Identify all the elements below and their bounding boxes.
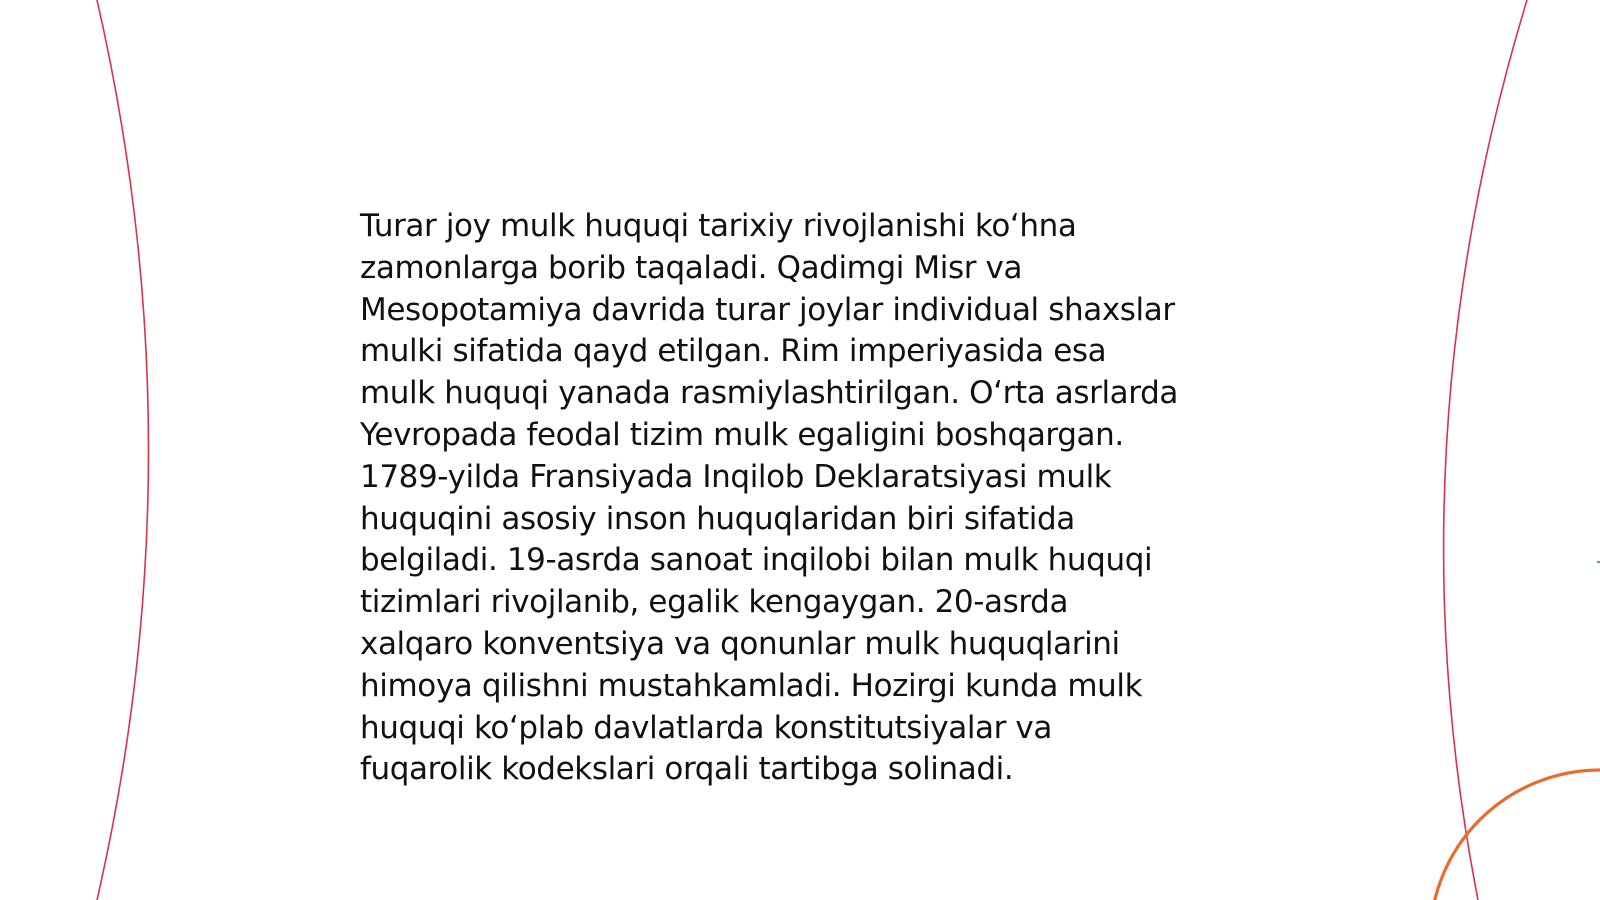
orange-decorative-arc [1430,770,1600,900]
right-decorative-curve [1444,0,1527,900]
left-decorative-curve [97,0,149,900]
body-text: Turar joy mulk huquqi tarixiy rivojlanishi ko‘hna zamonlarga borib taqaladi. Qadimgi Misr va Mesopotamiya davrida turar joylar individual shaxslar mulki sifatida qayd etilgan. Rim imperiyasida esa mulk huquqi yanada rasmiylashtirilgan. O‘rta asrlarda Yevropada feodal tizim mulk egaligini boshqargan. 1789-yilda Fransiyada Inqilob Deklaratsiyasi mulk huquqini asosiy inson huquqlaridan biri sifatida belgiladi. 19-asrda sanoat inqilobi bilan mulk huquqi tizimlari rivojlanib, egalik kengaygan. 20-asrda xalqaro konventsiya va qonunlar mulk huquqlarini himoya qilishni mustahkamladi. Hozirgi kunda mulk huquqi ko‘plab davlatlarda konstitutsiyalar va fuqarolik kodekslari orqali tartibga solinadi. [360,208,1178,788]
